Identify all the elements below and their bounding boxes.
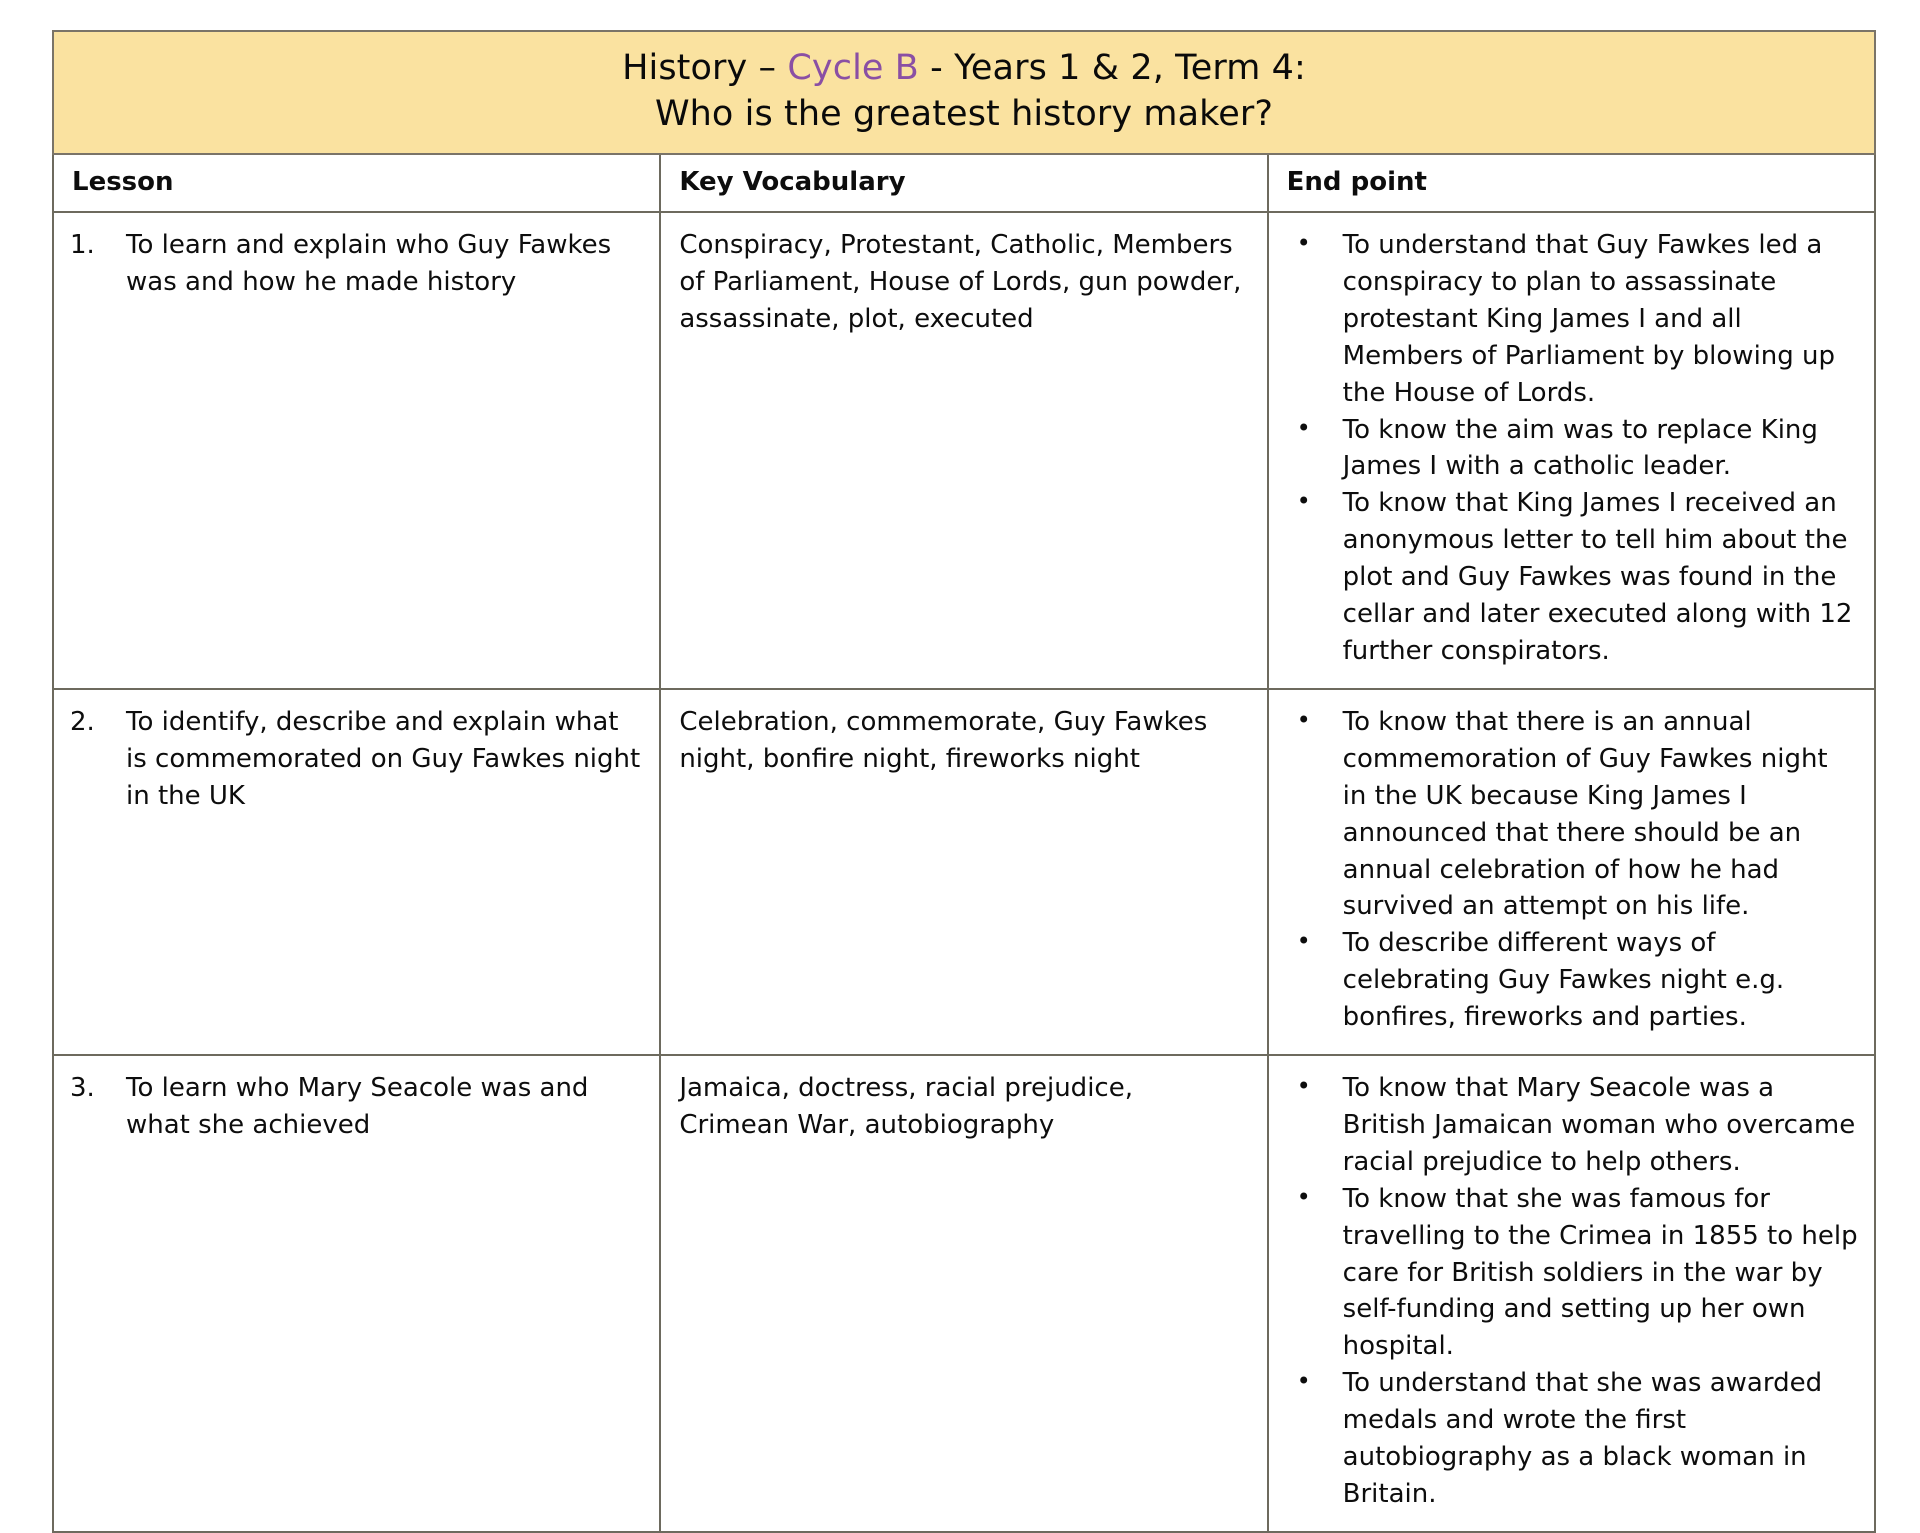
endpoint-item: • To know that there is an annual commemoration of Guy Fawkes night in the UK because King James I announced that there should be an annual celebration of how he had survived an attempt on his life.	[1285, 704, 1858, 925]
endpoint-item: • To know that Mary Seacole was a British Jamaican woman who overcame racial prejudice to help others.	[1285, 1070, 1858, 1181]
vocabulary-list: Jamaica, doctress, racial prejudice, Crimean War, autobiography	[679, 1073, 1133, 1140]
column-header-lesson: Lesson	[53, 154, 660, 212]
title-cycle: Cycle B	[787, 48, 919, 88]
vocabulary-cell	[660, 689, 1267, 1055]
lesson-objective: To learn who Mary Seacole was and what she achieved	[126, 1073, 589, 1140]
table-row	[53, 1055, 1875, 1532]
table-row	[53, 689, 1875, 1055]
lesson-cell	[53, 1055, 660, 1532]
endpoint-cell	[1268, 689, 1875, 1055]
curriculum-table	[52, 30, 1876, 1533]
lesson-cell	[53, 212, 660, 689]
title-banner	[53, 31, 1875, 154]
column-header-endpoint: End point	[1268, 154, 1875, 212]
vocabulary-list: Conspiracy, Protestant, Catholic, Members of Parliament, House of Lords, gun powder, assassinate, plot, executed	[679, 230, 1242, 334]
header-row	[53, 154, 1875, 212]
lesson-number: 3.	[70, 1073, 95, 1104]
vocabulary-cell	[660, 1055, 1267, 1532]
endpoint-item: • To describe different ways of celebrating Guy Fawkes night e.g. bonfires, fireworks and parties.	[1285, 925, 1858, 1036]
title-years-term: - Years 1 & 2, Term 4:	[918, 48, 1306, 88]
lesson-cell	[53, 689, 660, 1055]
lesson-number: 1.	[70, 230, 95, 260]
endpoint-item: • To know that King James I received an anonymous letter to tell him about the plot and Guy Fawkes was found in the cellar and later executed along with 12 further conspirators.	[1285, 485, 1858, 670]
column-header-vocabulary: Key Vocabulary	[660, 154, 1267, 212]
title-line-1	[74, 46, 1854, 92]
lesson-number: 2.	[70, 706, 95, 737]
banner-row	[53, 31, 1875, 154]
endpoint-item: • To understand that Guy Fawkes led a conspiracy to plan to assassinate protestant King James I and all Members of Parliament by blowing up the House of Lords.	[1285, 227, 1858, 412]
endpoint-item: • To know the aim was to replace King James I with a catholic leader.	[1285, 412, 1858, 486]
endpoint-list	[1285, 227, 1858, 670]
lesson-objective: To identify, describe and explain what is commemorated on Guy Fawkes night in the UK	[126, 706, 641, 811]
endpoint-item: • To know that she was famous for travelling to the Crimea in 1855 to help care for British soldiers in the war by self-funding and setting up her own hospital.	[1285, 1181, 1858, 1366]
endpoint-cell	[1268, 212, 1875, 689]
title-subject: History –	[622, 48, 788, 88]
lesson-objective: To learn and explain who Guy Fawkes was and how he made history	[126, 230, 612, 297]
table-row	[53, 212, 1875, 689]
vocabulary-cell	[660, 212, 1267, 689]
vocabulary-list: Celebration, commemorate, Guy Fawkes night, bonfire night, fireworks night	[679, 706, 1208, 774]
endpoint-item: • To understand that she was awarded medals and wrote the first autobiography as a black woman in Britain.	[1285, 1365, 1858, 1513]
endpoint-list	[1285, 704, 1858, 1036]
endpoint-cell	[1268, 1055, 1875, 1532]
title-line-2: Who is the greatest history maker?	[654, 93, 1274, 134]
endpoint-list	[1285, 1070, 1858, 1513]
